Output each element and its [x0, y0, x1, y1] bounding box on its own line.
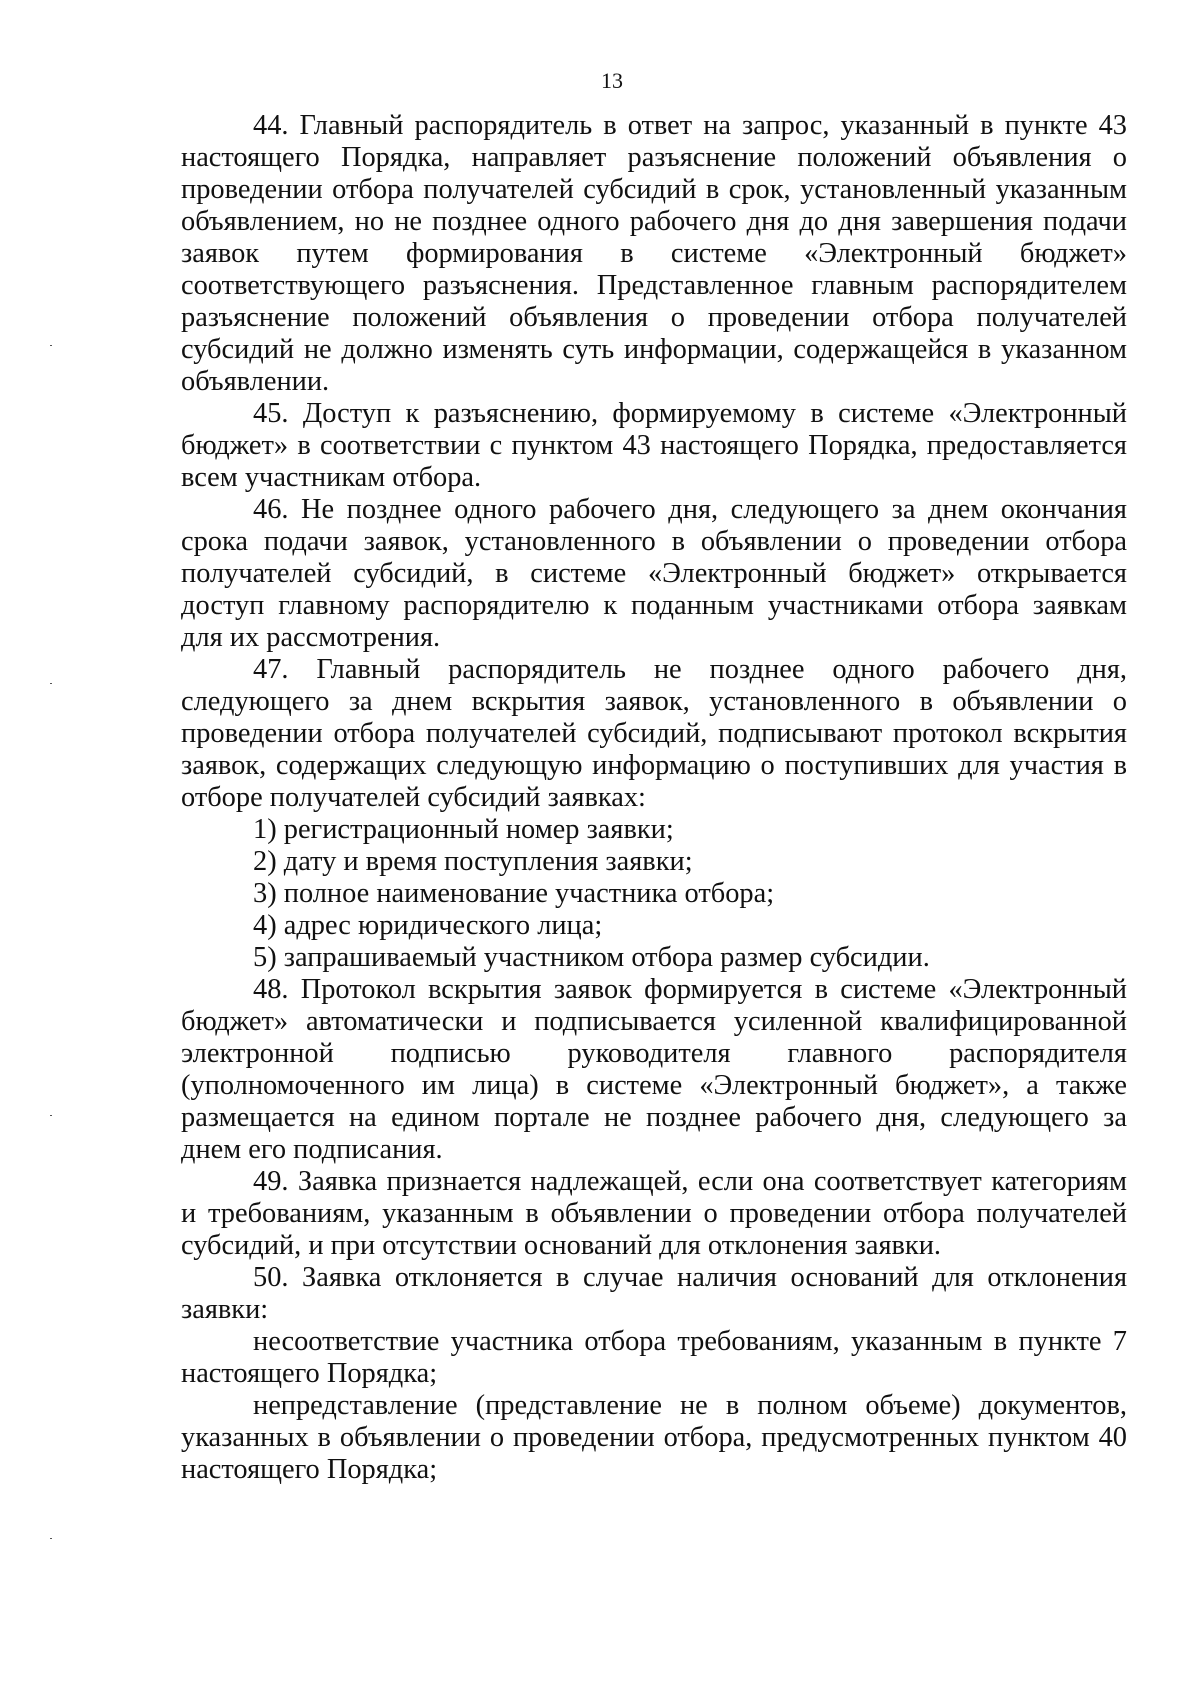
list-item-4: 4) адрес юридического лица;	[253, 910, 603, 941]
paragraph-48: 48. Протокол вскрытия заявок формируется в системе «Электронный бюджет» автоматически и подписывается усиленной квалифицированной электронной подписью руководителя главного распорядителя (уполномоченного им лица) в системе «Электронный бюджет», а также размещается на едином портале не позднее рабочего дня, следующего за днем его подписания.	[181, 974, 1127, 1165]
list-item-1: 1) регистрационный номер заявки;	[253, 814, 674, 845]
paragraph-49: 49. Заявка признается надлежащей, если она соответствует категориям и требованиям, указанным в объявлении о проведении отбора получателей субсидий, и при отсутствии оснований для отклонения заявки.	[181, 1166, 1127, 1261]
scan-mark	[50, 1115, 52, 1116]
rejection-ground-1: несоответствие участника отбора требованиям, указанным в пункте 7 настоящего Порядка;	[181, 1326, 1127, 1389]
paragraph-46: 46. Не позднее одного рабочего дня, следующего за днем окончания срока подачи заявок, установленного в объявлении о проведении отбора получателей субсидий, в системе «Электронный бюджет» открывается доступ главному распорядителю к поданным участниками отбора заявкам для их рассмотрения.	[181, 494, 1127, 653]
paragraph-50: 50. Заявка отклоняется в случае наличия оснований для отклонения заявки:	[181, 1262, 1127, 1325]
scan-mark	[50, 1538, 52, 1539]
scan-mark	[50, 345, 52, 346]
document-body	[181, 110, 1127, 1486]
scan-mark	[50, 683, 52, 684]
rejection-ground-2: непредставление (представление не в полном объеме) документов, указанных в объявлении о проведении отбора, предусмотренных пунктом 40 настоящего Порядка;	[181, 1390, 1127, 1485]
list-item-2: 2) дату и время поступления заявки;	[253, 846, 693, 877]
paragraph-44: 44. Главный распорядитель в ответ на запрос, указанный в пункте 43 настоящего Порядка, направляет разъяснение положений объявления о проведении отбора получателей субсидий в срок, установленный указанным объявлением, но не позднее одного рабочего дня до дня завершения подачи заявок путем формирования в системе «Электронный бюджет» соответствующего разъяснения. Представленное главным распорядителем разъяснение положений объявления о проведении отбора получателей субсидий не должно изменять суть информации, содержащейся в указанном объявлении.	[181, 110, 1127, 397]
paragraph-45: 45. Доступ к разъяснению, формируемому в системе «Электронный бюджет» в соответствии с пунктом 43 настоящего Порядка, предоставляется всем участникам отбора.	[181, 398, 1127, 493]
page-number: 13	[601, 68, 623, 93]
list-item-5: 5) запрашиваемый участником отбора размер субсидии.	[253, 942, 930, 973]
list-item-3: 3) полное наименование участника отбора;	[253, 878, 775, 909]
paragraph-47: 47. Главный распорядитель не позднее одного рабочего дня, следующего за днем вскрытия заявок, установленного в объявлении о проведении отбора получателей субсидий, подписывают протокол вскрытия заявок, содержащих следующую информацию о поступивших для участия в отборе получателей субсидий заявках:	[181, 654, 1127, 813]
